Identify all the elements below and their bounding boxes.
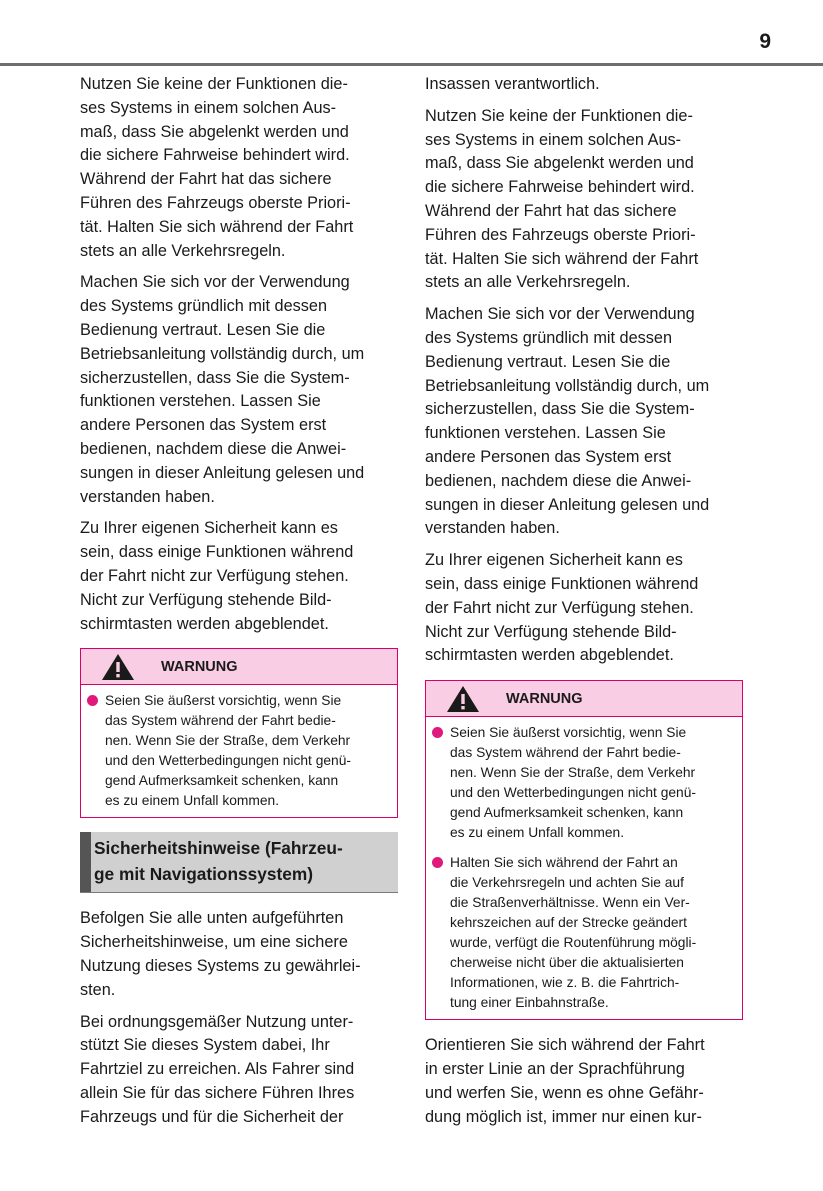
warning-triangle-icon [446, 685, 480, 713]
bullet-dot-icon [87, 695, 98, 706]
paragraph: Machen Sie sich vor der Verwendung des Systems gründlich mit dessen Bedienung vertraut. Lesen Sie die Betriebsanleitung vollständig durch, um sicherzustellen, dass Sie die System- funktionen verstehen. Lassen Sie andere Personen das System erst bedienen, nachdem diese die Anwei- sungen in dieser Anleitung gelesen und verstanden haben. [80, 273, 365, 506]
paragraph: Orientieren Sie sich während der Fahrt in erster Linie an der Sprachführung und werfen Sie, wenn es ohne Gefähr- dung möglich ist, immer nur einen kur- [425, 1036, 705, 1126]
warning-body [426, 717, 742, 1019]
warning-item-text: Seien Sie äußerst vorsichtig, wenn Sie das System während der Fahrt bedie- nen. Wenn Sie der Straße, dem Verkehr und den Wetterbedingungen nicht genü- gend Aufmerksamkeit schenken, kann es zu einem Unfall kommen. [450, 725, 696, 841]
bullet-dot-icon [432, 857, 443, 868]
paragraph: Insassen verantwortlich. [425, 75, 600, 93]
section-heading [80, 832, 398, 893]
warning-item [432, 723, 732, 843]
paragraph: Zu Ihrer eigenen Sicherheit kann es sein, dass einige Funktionen während der Fahrt nicht zur Verfügung stehen. Nicht zur Verfügung stehende Bild- schirmtasten werden abgeblendet. [425, 551, 699, 665]
paragraph: Bei ordnungsgemäßer Nutzung unter- stützt Sie dieses System dabei, Ihr Fahrtziel zu erreichen. Als Fahrer sind allein Sie für das sichere Führen Ihres Fahrzeugs und für die Sicherheit der [80, 1012, 355, 1126]
header-rule [0, 63, 823, 66]
paragraph: Nutzen Sie keine der Funktionen die- ses Systems in einem solchen Aus- maß, dass Sie abgelenkt werden und die sichere Fahrweise behindert wird. Während der Fahrt hat das sichere Führen des Fahrzeugs oberste Priori- tät. Halten Sie sich während der Fahrt stets an alle Verkehrsregeln. [80, 75, 354, 260]
paragraph: Zu Ihrer eigenen Sicherheit kann es sein, dass einige Funktionen während der Fahrt nicht zur Verfügung stehen. Nicht zur Verfügung stehende Bild- schirmtasten werden abgeblendet. [80, 519, 354, 633]
paragraph: Befolgen Sie alle unten aufgeführten Sicherheitshinweise, um eine sichere Nutzung dieses Systems zu gewährlei- sten. [80, 909, 361, 999]
warning-triangle-icon [101, 653, 135, 681]
page-number: 9 [759, 30, 771, 53]
warning-header [81, 649, 397, 685]
warning-header [426, 681, 742, 717]
right-column [425, 73, 743, 1137]
warning-box [425, 680, 743, 1020]
paragraph: Nutzen Sie keine der Funktionen die- ses Systems in einem solchen Aus- maß, dass Sie abgelenkt werden und die sichere Fahrweise behindert wird. Während der Fahrt hat das sichere Führen des Fahrzeugs oberste Priori- tät. Halten Sie sich während der Fahrt stets an alle Verkehrsregeln. [425, 106, 699, 292]
warning-title: WARNUNG [161, 658, 238, 675]
warning-box [80, 648, 398, 818]
warning-item [432, 853, 732, 1013]
paragraph: Machen Sie sich vor der Verwendung des Systems gründlich mit dessen Bedienung vertraut. Lesen Sie die Betriebsanleitung vollständig durch, um sicherzustellen, dass Sie die System- funktionen verstehen. Lassen Sie andere Personen das System erst bedienen, nachdem diese die Anwei- sungen in dieser Anleitung gelesen und verstanden haben. [425, 305, 710, 538]
warning-item-text: Halten Sie sich während der Fahrt an die Verkehrsregeln und achten Sie auf die Straßenverhältnisse. Wenn ein Ver- kehrszeichen auf der Strecke geändert wurde, verfügt die Routenführung mögli- cherweise nicht über die aktualisierten Informationen, wie z. B. die Fahrtrich- tung einer Einbahnstraße. [450, 855, 697, 1011]
bullet-dot-icon [432, 727, 443, 738]
section-heading-bar [80, 832, 91, 892]
section-title: Sicherheitshinweise (Fahrzeu- ge mit Navigationssystem) [94, 838, 343, 885]
warning-item-text: Seien Sie äußerst vorsichtig, wenn Sie das System während der Fahrt bedie- nen. Wenn Sie der Straße, dem Verkehr und den Wetterbedingungen nicht genü- gend Aufmerksamkeit schenken, kann es zu einem Unfall kommen. [105, 693, 351, 809]
warning-item [87, 691, 387, 811]
left-column [80, 73, 398, 1138]
warning-body [81, 685, 397, 817]
warning-title: WARNUNG [506, 690, 583, 707]
